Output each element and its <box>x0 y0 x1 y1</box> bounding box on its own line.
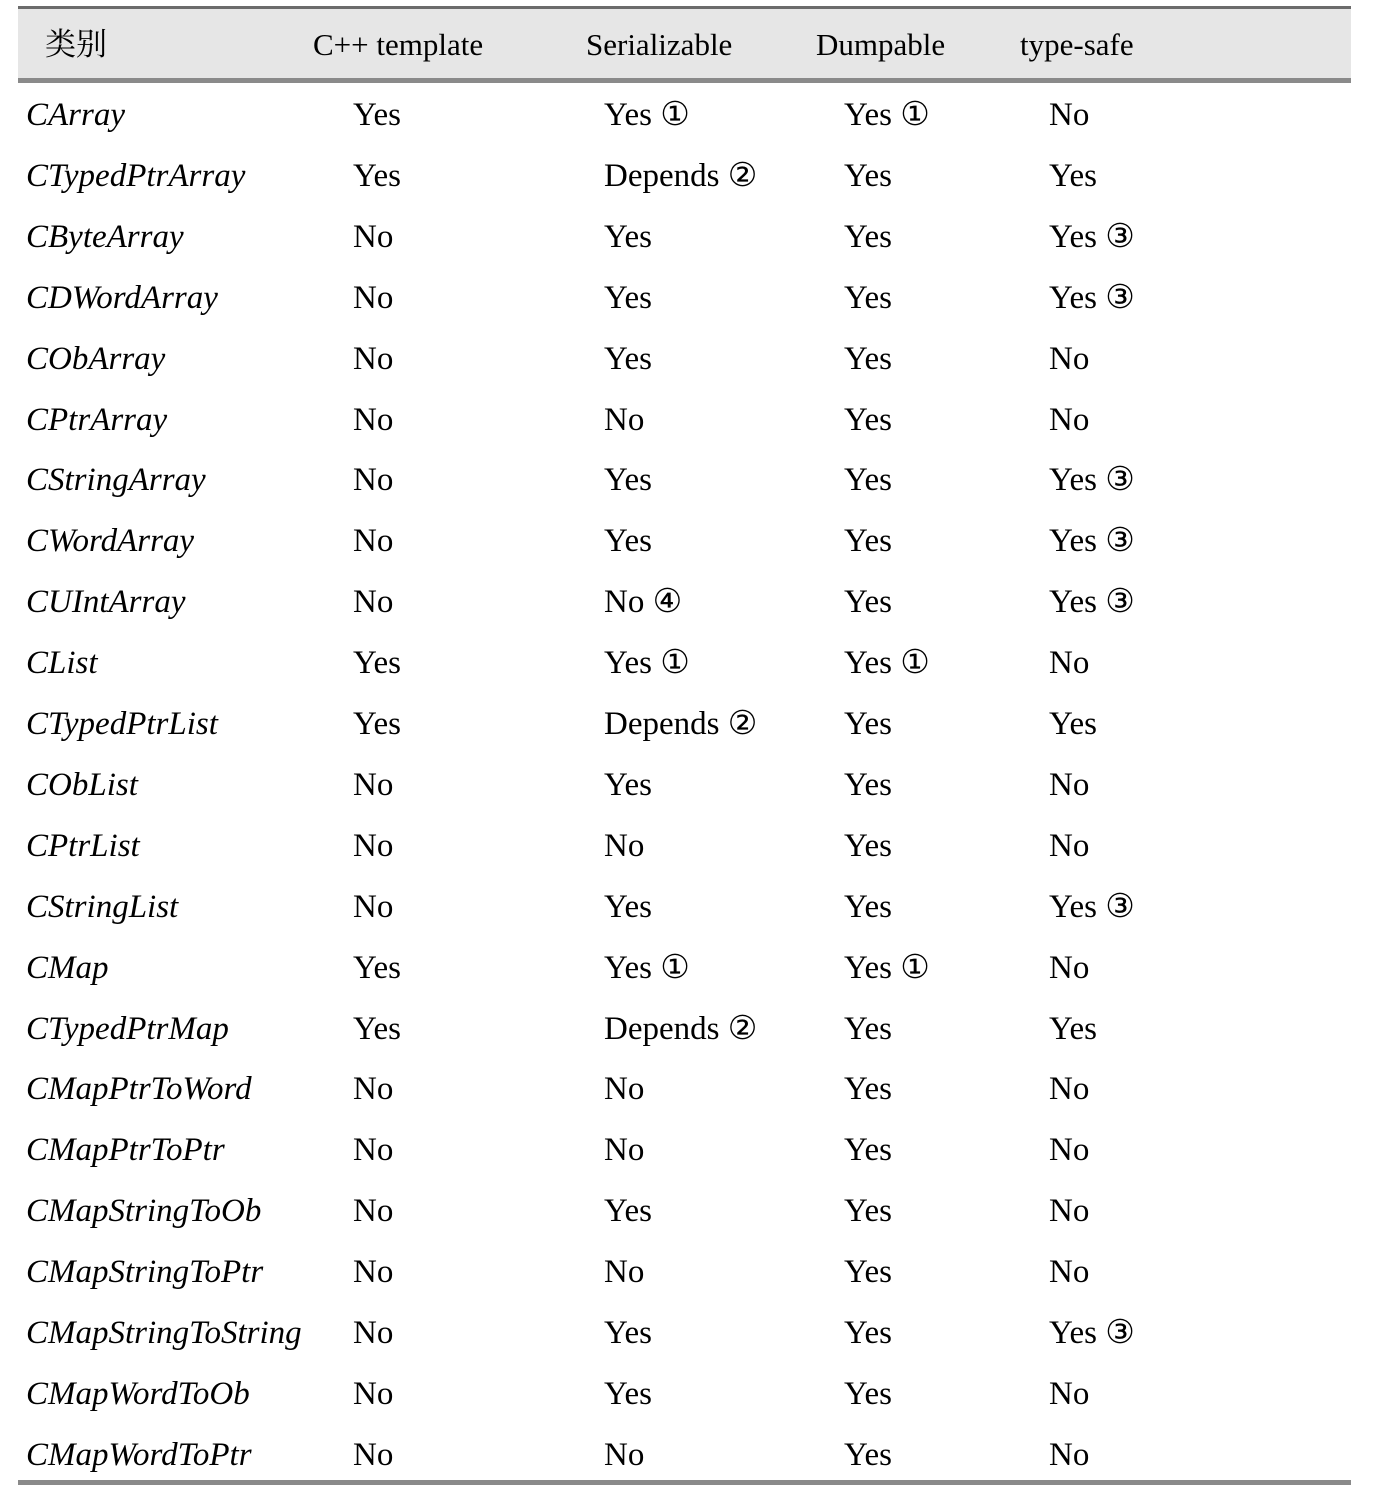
dumpable-cell: Yes ① <box>844 645 930 682</box>
type-safe-cell: No <box>1049 401 1090 438</box>
type-safe-cell: Yes <box>1049 1010 1098 1047</box>
type-safe-cell: Yes ③ <box>1049 462 1135 499</box>
type-safe-cell: No <box>1049 1071 1090 1108</box>
dumpable-cell: Yes <box>844 1436 893 1473</box>
header-cpp-template: C++ template <box>313 27 484 62</box>
dumpable-cell: Yes <box>844 1193 893 1230</box>
type-safe-cell: No <box>1049 340 1090 377</box>
serializable-cell: No <box>604 1254 645 1291</box>
table-row <box>18 753 1351 814</box>
dumpable-cell: Yes <box>844 888 893 925</box>
cpp-template-cell: No <box>353 766 394 803</box>
dumpable-cell: Yes <box>844 766 893 803</box>
table-row <box>18 936 1351 997</box>
class-name-cell: CPtrArray <box>26 401 168 438</box>
class-name-cell: CUIntArray <box>26 584 186 621</box>
class-name-cell: CObList <box>26 766 138 803</box>
type-safe-cell: No <box>1049 1254 1090 1291</box>
table-row <box>18 814 1351 875</box>
table-row <box>18 327 1351 388</box>
table-row <box>18 875 1351 936</box>
type-safe-cell: Yes <box>1049 157 1098 194</box>
class-name-cell: CTypedPtrArray <box>26 157 246 194</box>
table-body <box>18 83 1351 1480</box>
serializable-cell: Yes <box>604 218 653 255</box>
serializable-cell: No <box>604 1071 645 1108</box>
serializable-cell: Yes ① <box>604 949 690 986</box>
serializable-cell: No <box>604 827 645 864</box>
serializable-cell: Depends ② <box>604 1010 758 1047</box>
class-name-cell: CMapStringToOb <box>26 1193 262 1230</box>
table-row <box>18 509 1351 570</box>
serializable-cell: No <box>604 1132 645 1169</box>
type-safe-cell: Yes ③ <box>1049 279 1135 316</box>
dumpable-cell: Yes <box>844 584 893 621</box>
dumpable-cell: Yes <box>844 706 893 742</box>
cpp-template-cell: No <box>353 523 394 560</box>
class-name-cell: CWordArray <box>26 523 195 560</box>
class-name-cell: CMapStringToPtr <box>26 1254 264 1291</box>
cpp-template-cell: Yes <box>353 1010 402 1047</box>
dumpable-cell: Yes <box>844 1071 893 1108</box>
dumpable-cell: Yes <box>844 1010 893 1047</box>
table-row <box>18 692 1351 753</box>
serializable-cell: Yes <box>604 888 653 925</box>
dumpable-cell: Yes ① <box>844 97 930 133</box>
cpp-template-cell: No <box>353 1315 394 1351</box>
type-safe-cell: No <box>1049 949 1090 986</box>
class-name-cell: CMapWordToPtr <box>26 1436 252 1473</box>
dumpable-cell: Yes <box>844 1254 893 1291</box>
serializable-cell: No <box>604 401 645 438</box>
table-row <box>18 205 1351 266</box>
type-safe-cell: Yes <box>1049 706 1098 742</box>
serializable-cell: Yes <box>604 1375 653 1412</box>
table-row <box>18 1179 1351 1240</box>
serializable-cell: Yes <box>604 1193 653 1230</box>
cpp-template-cell: No <box>353 1193 394 1230</box>
cpp-template-cell: Yes <box>353 949 402 986</box>
type-safe-cell: No <box>1049 1132 1090 1169</box>
type-safe-cell: No <box>1049 97 1090 133</box>
type-safe-cell: No <box>1049 1193 1090 1230</box>
type-safe-cell: No <box>1049 645 1090 682</box>
table-row <box>18 1362 1351 1423</box>
serializable-cell: No <box>604 1436 645 1473</box>
class-name-cell: CByteArray <box>26 218 184 255</box>
class-name-cell: CDWordArray <box>26 279 218 316</box>
table-row <box>18 448 1351 509</box>
serializable-cell: Depends ② <box>604 157 758 194</box>
type-safe-cell: Yes ③ <box>1049 218 1135 255</box>
type-safe-cell: No <box>1049 766 1090 803</box>
cpp-template-cell: Yes <box>353 706 402 742</box>
header-serializable: Serializable <box>586 27 733 62</box>
serializable-cell: Yes ① <box>604 645 690 682</box>
dumpable-cell: Yes <box>844 340 893 377</box>
class-name-cell: CMapPtrToPtr <box>26 1132 225 1169</box>
dumpable-cell: Yes <box>844 1132 893 1169</box>
serializable-cell: Yes <box>604 1315 653 1351</box>
cpp-template-cell: No <box>353 340 394 377</box>
cpp-template-cell: Yes <box>353 157 402 194</box>
serializable-cell: Yes ① <box>604 97 690 133</box>
serializable-cell: Yes <box>604 523 653 560</box>
cpp-template-cell: No <box>353 1375 394 1412</box>
cpp-template-cell: No <box>353 827 394 864</box>
type-safe-cell: Yes ③ <box>1049 584 1135 621</box>
serializable-cell: Yes <box>604 340 653 377</box>
table-header <box>18 9 1351 78</box>
class-name-cell: CMapWordToOb <box>26 1375 250 1412</box>
table-row <box>18 631 1351 692</box>
serializable-cell: Yes <box>604 462 653 499</box>
type-safe-cell: No <box>1049 827 1090 864</box>
table-row <box>18 1423 1351 1484</box>
cpp-template-cell: Yes <box>353 645 402 682</box>
cpp-template-cell: No <box>353 584 394 621</box>
collection-classes-table <box>18 6 1351 1485</box>
class-name-cell: CStringArray <box>26 462 206 499</box>
type-safe-cell: Yes ③ <box>1049 1315 1135 1351</box>
cpp-template-cell: No <box>353 401 394 438</box>
class-name-cell: CArray <box>26 97 125 133</box>
serializable-cell: Yes <box>604 766 653 803</box>
table-row <box>18 266 1351 327</box>
dumpable-cell: Yes <box>844 523 893 560</box>
type-safe-cell: Yes ③ <box>1049 523 1135 560</box>
table-row <box>18 1301 1351 1362</box>
cpp-template-cell: No <box>353 888 394 925</box>
header-dumpable: Dumpable <box>816 27 946 62</box>
cpp-template-cell: Yes <box>353 97 402 133</box>
dumpable-cell: Yes <box>844 827 893 864</box>
cpp-template-cell: No <box>353 1254 394 1291</box>
dumpable-cell: Yes <box>844 218 893 255</box>
class-name-cell: CMap <box>26 949 109 986</box>
class-name-cell: CPtrList <box>26 827 140 864</box>
table-row <box>18 144 1351 205</box>
cpp-template-cell: No <box>353 279 394 316</box>
cpp-template-cell: No <box>353 1132 394 1169</box>
dumpable-cell: Yes <box>844 157 893 194</box>
dumpable-cell: Yes ① <box>844 949 930 986</box>
table-row <box>18 1057 1351 1118</box>
cpp-template-cell: No <box>353 1436 394 1473</box>
dumpable-cell: Yes <box>844 1315 893 1351</box>
class-name-cell: CObArray <box>26 340 166 377</box>
table-row <box>18 1240 1351 1301</box>
type-safe-cell: Yes ③ <box>1049 888 1135 925</box>
table-row <box>18 388 1351 449</box>
cpp-template-cell: No <box>353 218 394 255</box>
class-name-cell: CTypedPtrList <box>26 706 218 742</box>
dumpable-cell: Yes <box>844 462 893 499</box>
header-type-safe: type-safe <box>1020 27 1134 62</box>
dumpable-cell: Yes <box>844 279 893 316</box>
serializable-cell: Yes <box>604 279 653 316</box>
serializable-cell: Depends ② <box>604 706 758 742</box>
header-category: 类别 <box>45 27 107 62</box>
class-name-cell: CMapPtrToWord <box>26 1071 252 1108</box>
table-row <box>18 997 1351 1058</box>
dumpable-cell: Yes <box>844 1375 893 1412</box>
serializable-cell: No ④ <box>604 584 683 621</box>
cpp-template-cell: No <box>353 462 394 499</box>
table-row <box>18 83 1351 144</box>
class-name-cell: CTypedPtrMap <box>26 1010 229 1047</box>
cpp-template-cell: No <box>353 1071 394 1108</box>
dumpable-cell: Yes <box>844 401 893 438</box>
class-name-cell: CStringList <box>26 888 179 925</box>
class-name-cell: CList <box>26 645 98 682</box>
table-row <box>18 1118 1351 1179</box>
type-safe-cell: No <box>1049 1436 1090 1473</box>
table-row <box>18 570 1351 631</box>
class-name-cell: CMapStringToString <box>26 1315 302 1351</box>
type-safe-cell: No <box>1049 1375 1090 1412</box>
